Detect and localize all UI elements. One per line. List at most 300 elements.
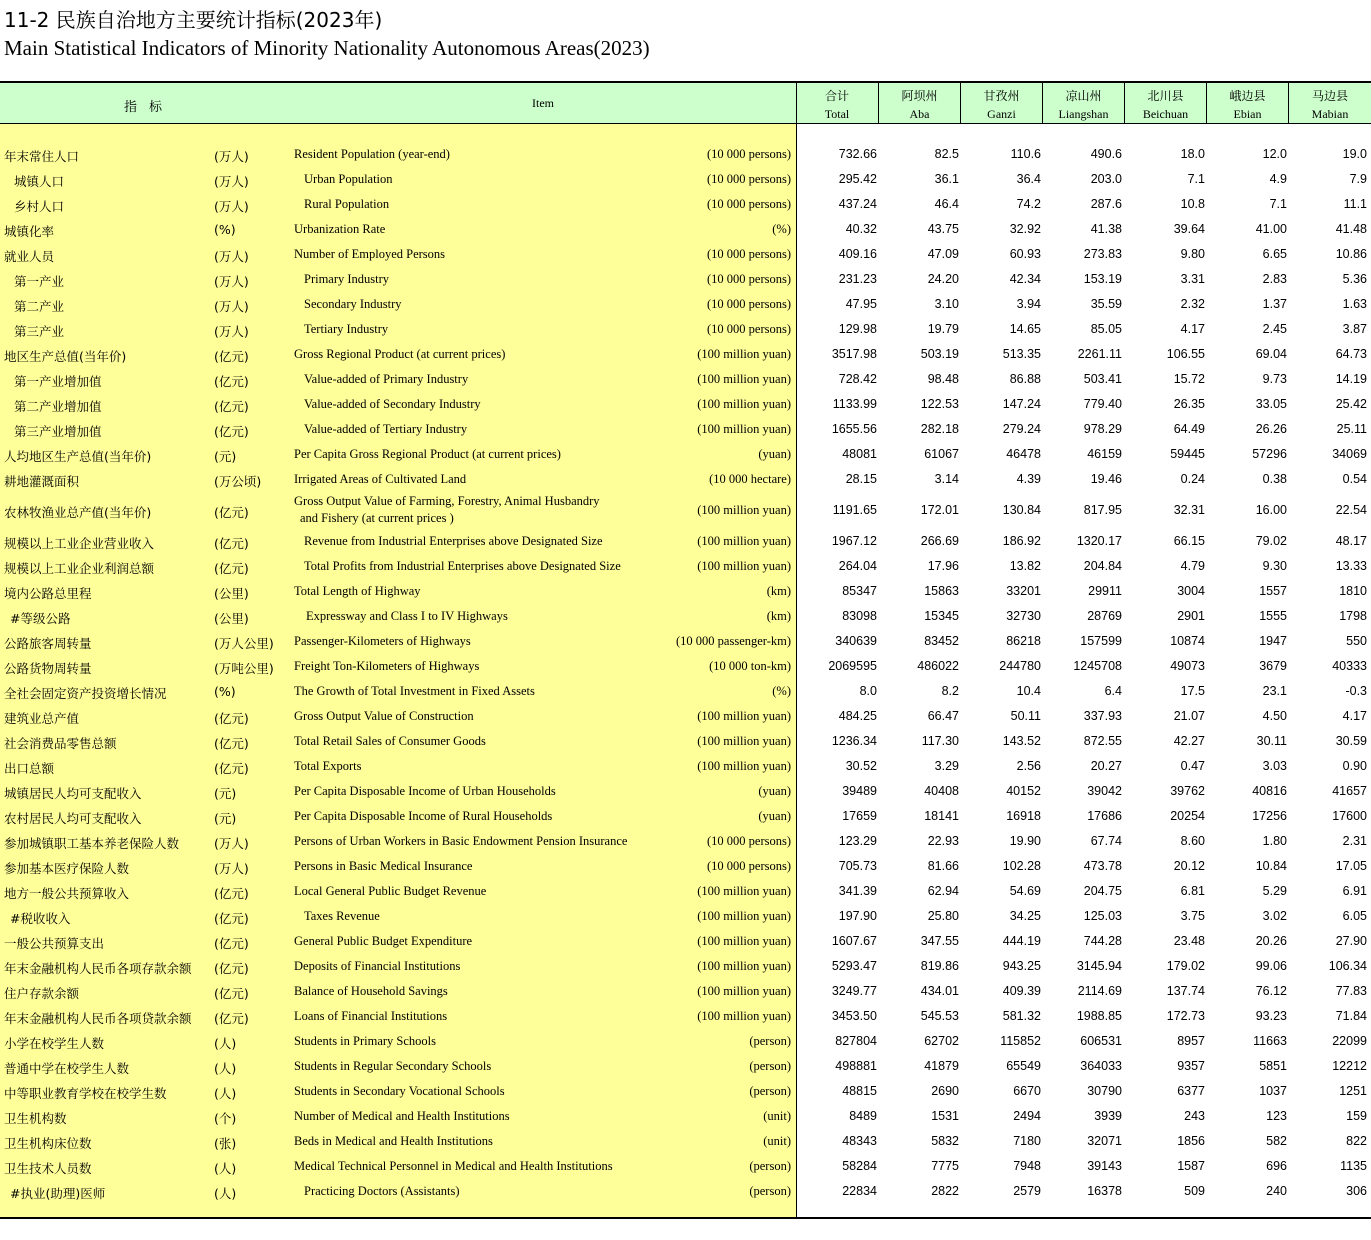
table-cell-value: 81.66 [927, 859, 959, 873]
table-cell-value: 2.31 [1342, 834, 1367, 848]
table-cell-value: 6377 [1177, 1084, 1205, 1098]
indicator-chinese: 地区生产总值(当年价) [4, 349, 127, 364]
table-cell-value: 3145.94 [1076, 959, 1122, 973]
table-cell-value: 82.5 [934, 147, 959, 161]
table-row [0, 1005, 1371, 1030]
column-header-chinese: 合计 [824, 89, 849, 103]
table-cell-value: 1587 [1177, 1159, 1205, 1173]
unit-english: (100 million yuan) [697, 559, 791, 573]
table-cell-value: 23.1 [1262, 684, 1287, 698]
table-row [0, 368, 1371, 393]
table-cell-value: 3453.50 [831, 1009, 877, 1023]
table-cell-value: 2822 [931, 1184, 959, 1198]
table-cell-value: 498881 [835, 1059, 877, 1073]
table-cell-value: 1607.67 [831, 934, 877, 948]
table-cell-value: -0.3 [1345, 684, 1367, 698]
table-cell-value: 6.05 [1342, 909, 1367, 923]
table-cell-value: 2.56 [1016, 759, 1041, 773]
table-cell-value: 64.73 [1335, 347, 1367, 361]
table-cell-value: 5.36 [1342, 272, 1367, 286]
unit-english: (10 000 passenger-km) [676, 634, 791, 648]
table-cell-value: 1988.85 [1076, 1009, 1122, 1023]
table-cell-value: 76.12 [1255, 984, 1287, 998]
table-cell-value: 1245708 [1073, 659, 1122, 673]
table-cell-value: 46159 [1087, 447, 1122, 461]
table-row [0, 705, 1371, 730]
table-cell-value: 93.23 [1255, 1009, 1287, 1023]
table-cell-value: 17.5 [1180, 684, 1205, 698]
indicator-chinese: 卫生机构数 [4, 1111, 67, 1126]
indicator-english: Gross Output Value of Construction [294, 709, 474, 723]
indicator-chinese: 普通中学在校学生人数 [4, 1061, 130, 1076]
unit-chinese: (亿元) [214, 536, 249, 551]
table-cell-value: 10.8 [1180, 197, 1205, 211]
table-cell-value: 65549 [1006, 1059, 1041, 1073]
indicator-chinese: 年末金融机构人民币各项贷款余额 [4, 1011, 192, 1026]
indicator-english: Resident Population (year-end) [294, 147, 450, 161]
table-cell-value: 0.47 [1180, 759, 1205, 773]
table-cell-value: 69.04 [1255, 347, 1287, 361]
indicator-english: Urban Population [304, 172, 393, 186]
table-cell-value: 28.15 [845, 472, 877, 486]
table-cell-value: 4.50 [1262, 709, 1287, 723]
table-cell-value: 827804 [835, 1034, 877, 1048]
table-cell-value: 36.4 [1016, 172, 1041, 186]
table-cell-value: 5.29 [1262, 884, 1287, 898]
table-row [0, 318, 1371, 343]
table-cell-value: 7.9 [1349, 172, 1367, 186]
table-cell-value: 17686 [1087, 809, 1122, 823]
table-cell-value: 3.75 [1180, 909, 1205, 923]
indicator-english: Students in Secondary Vocational Schools [294, 1084, 505, 1098]
table-cell-value: 20.27 [1090, 759, 1122, 773]
table-cell-value: 48.17 [1335, 534, 1367, 548]
table-cell-value: 15345 [924, 609, 959, 623]
table-cell-value: 85347 [842, 584, 877, 598]
unit-english: (10 000 persons) [706, 147, 791, 161]
table-cell-value: 129.98 [838, 322, 877, 336]
table-cell-value: 40816 [1252, 784, 1287, 798]
table-cell-value: 819.86 [920, 959, 959, 973]
table-cell-value: 3679 [1259, 659, 1287, 673]
indicator-chinese: 社会消费品零售总额 [4, 736, 117, 751]
table-cell-value: 7775 [931, 1159, 959, 1173]
indicator-english: Per Capita Disposable Income of Urban Households [294, 784, 556, 798]
table-cell-value: 10.84 [1255, 859, 1287, 873]
table-cell-value: 66.15 [1173, 534, 1205, 548]
table-cell-value: 25.42 [1335, 397, 1367, 411]
table-cell-value: 12212 [1332, 1059, 1367, 1073]
unit-english: (100 million yuan) [697, 984, 791, 998]
indicator-chinese: 小学在校学生人数 [4, 1036, 105, 1051]
unit-english: (100 million yuan) [697, 759, 791, 773]
table-cell-value: 79.02 [1255, 534, 1287, 548]
column-header-english: Aba [909, 107, 930, 121]
table-cell-value: 46478 [1006, 447, 1041, 461]
unit-chinese: (万人公里) [214, 636, 274, 651]
table-row [0, 655, 1371, 680]
table-cell-value: 9.80 [1180, 247, 1205, 261]
column-header-english: Liangshan [1058, 107, 1109, 121]
column-header-english: Ebian [1233, 107, 1262, 121]
table-cell-value: 64.49 [1173, 422, 1205, 436]
table-cell-value: 43.75 [927, 222, 959, 236]
table-cell-value: 47.09 [927, 247, 959, 261]
table-row [0, 880, 1371, 905]
indicator-english: Total Exports [294, 759, 362, 773]
unit-english: (100 million yuan) [697, 709, 791, 723]
unit-chinese: (%) [214, 684, 236, 699]
table-cell-value: 21.07 [1173, 709, 1205, 723]
unit-chinese: (亿元) [214, 986, 249, 1001]
table-cell-value: 19.0 [1342, 147, 1367, 161]
unit-chinese: (亿元) [214, 936, 249, 951]
indicator-chinese: 城镇化率 [4, 224, 55, 239]
unit-chinese: (亿元) [214, 761, 249, 776]
table-cell-value: 49073 [1170, 659, 1205, 673]
column-header-chinese: 峨边县 [1229, 89, 1266, 103]
unit-chinese: (亿元) [214, 886, 249, 901]
column-header-english: Beichuan [1142, 107, 1189, 121]
table-title-chinese: 11-2 民族自治地方主要统计指标(2023年) [4, 8, 383, 32]
unit-english: (10 000 persons) [706, 859, 791, 873]
unit-chinese: (万人) [214, 836, 249, 851]
unit-english: (100 million yuan) [697, 422, 791, 436]
table-cell-value: 2.83 [1262, 272, 1287, 286]
table-cell-value: 11.1 [1343, 197, 1367, 211]
table-cell-value: 3.31 [1180, 272, 1205, 286]
unit-english: (person) [749, 1159, 791, 1173]
table-row [0, 1030, 1371, 1055]
table-cell-value: 41.00 [1255, 222, 1287, 236]
table-cell-value: 1557 [1259, 584, 1287, 598]
table-row [0, 268, 1371, 293]
table-cell-value: 29911 [1088, 584, 1122, 598]
table-cell-value: 203.0 [1090, 172, 1122, 186]
unit-english: (100 million yuan) [697, 372, 791, 386]
unit-english: (100 million yuan) [697, 503, 791, 517]
unit-chinese: (人) [214, 1161, 237, 1176]
indicator-english: Beds in Medical and Health Institutions [294, 1134, 493, 1148]
table-cell-value: 282.18 [920, 422, 959, 436]
table-cell-value: 1320.17 [1076, 534, 1122, 548]
unit-chinese: (亿元) [214, 736, 249, 751]
table-row [0, 168, 1371, 193]
table-cell-value: 1967.12 [831, 534, 877, 548]
table-cell-value: 1.63 [1342, 297, 1367, 311]
column-header-chinese: 阿坝州 [901, 89, 938, 103]
table-cell-value: 123.29 [838, 834, 877, 848]
indicator-chinese: 中等职业教育学校在校学生数 [4, 1086, 167, 1101]
table-cell-value: 9.73 [1262, 372, 1287, 386]
table-cell-value: 3.94 [1016, 297, 1041, 311]
unit-english: (100 million yuan) [697, 397, 791, 411]
table-cell-value: 122.53 [920, 397, 959, 411]
table-cell-value: 8957 [1177, 1034, 1205, 1048]
table-cell-value: 40333 [1332, 659, 1367, 673]
statistics-table [0, 81, 1371, 1219]
table-cell-value: 15.72 [1173, 372, 1205, 386]
table-cell-value: 106.34 [1328, 959, 1367, 973]
indicator-english: Medical Technical Personnel in Medical and Health Institutions [294, 1159, 613, 1173]
table-cell-value: 231.23 [838, 272, 877, 286]
unit-chinese: (公里) [214, 586, 249, 601]
table-row [0, 555, 1371, 580]
indicator-chinese: #等级公路 [10, 611, 71, 626]
table-row [0, 493, 1371, 530]
table-cell-value: 295.42 [838, 172, 877, 186]
table-cell-value: 1191.65 [832, 503, 877, 517]
table-cell-value: 6.4 [1104, 684, 1122, 698]
table-cell-value: 264.04 [838, 559, 877, 573]
unit-chinese: (亿元) [214, 561, 249, 576]
table-row [0, 243, 1371, 268]
table-cell-value: 0.90 [1342, 759, 1367, 773]
header-indicator-label: 指标 [124, 100, 175, 115]
unit-english: (100 million yuan) [697, 1009, 791, 1023]
table-cell-value: 85.05 [1090, 322, 1122, 336]
indicator-chinese: 第二产业增加值 [14, 399, 102, 414]
table-cell-value: 147.24 [1002, 397, 1041, 411]
table-cell-value: 3.03 [1262, 759, 1287, 773]
unit-chinese: (人) [214, 1036, 237, 1051]
indicator-chinese: 城镇人口 [14, 174, 65, 189]
table-cell-value: 503.41 [1083, 372, 1122, 386]
table-cell-value: 17.96 [927, 559, 959, 573]
table-cell-value: 30.59 [1335, 734, 1367, 748]
table-cell-value: 9.30 [1262, 559, 1287, 573]
table-cell-value: 266.69 [920, 534, 959, 548]
column-header [960, 83, 1042, 123]
table-cell-value: 2114.69 [1077, 984, 1122, 998]
indicator-english: Persons in Basic Medical Insurance [294, 859, 473, 873]
table-cell-value: 172.73 [1166, 1009, 1205, 1023]
table-cell-value: 137.74 [1166, 984, 1205, 998]
unit-chinese: (万人) [214, 274, 249, 289]
table-cell-value: 98.48 [927, 372, 959, 386]
table-cell-value: 696 [1266, 1159, 1287, 1173]
table-cell-value: 32.92 [1009, 222, 1041, 236]
indicator-chinese: 农村居民人均可支配收入 [4, 811, 142, 826]
table-cell-value: 115852 [1000, 1034, 1041, 1048]
indicator-english-continued: and Fishery (at current prices ) [300, 511, 454, 525]
table-cell-value: 1.80 [1262, 834, 1287, 848]
table-row [0, 755, 1371, 780]
table-cell-value: 10.86 [1335, 247, 1367, 261]
table-row [0, 418, 1371, 443]
unit-chinese: (万公顷) [214, 474, 262, 489]
indicator-english: Gross Regional Product (at current prices) [294, 347, 506, 361]
table-cell-value: 41879 [924, 1059, 959, 1073]
table-row [0, 468, 1371, 493]
indicator-english: Urbanization Rate [294, 222, 386, 236]
indicator-chinese: 公路货物周转量 [4, 661, 92, 676]
table-row [0, 955, 1371, 980]
table-cell-value: 159 [1346, 1109, 1367, 1123]
table-cell-value: 0.38 [1262, 472, 1287, 486]
unit-english: (100 million yuan) [697, 534, 791, 548]
table-cell-value: 22.93 [927, 834, 959, 848]
table-cell-value: 550 [1346, 634, 1367, 648]
indicator-chinese: 第三产业 [14, 324, 65, 339]
table-cell-value: 32.31 [1173, 503, 1205, 517]
unit-english: (km) [766, 609, 791, 623]
table-cell-value: 490.6 [1090, 147, 1122, 161]
unit-chinese: (亿元) [214, 424, 249, 439]
table-cell-value: 6.91 [1342, 884, 1367, 898]
table-cell-value: 197.90 [838, 909, 877, 923]
table-cell-value: 486022 [917, 659, 959, 673]
table-row [0, 393, 1371, 418]
table-cell-value: 61067 [924, 447, 959, 461]
indicator-english: Primary Industry [304, 272, 390, 286]
table-cell-value: 409.39 [1002, 984, 1041, 998]
table-row [0, 343, 1371, 368]
unit-english: (10 000 ton-km) [709, 659, 791, 673]
table-cell-value: 39762 [1170, 784, 1205, 798]
table-cell-value: 22099 [1332, 1034, 1367, 1048]
table-cell-value: 9357 [1177, 1059, 1205, 1073]
unit-english: (%) [772, 222, 791, 236]
table-cell-value: 347.55 [920, 934, 959, 948]
table-cell-value: 943.25 [1002, 959, 1041, 973]
unit-chinese: (人) [214, 1186, 237, 1201]
unit-chinese: (公里) [214, 611, 249, 626]
table-cell-value: 86218 [1006, 634, 1041, 648]
table-cell-value: 66.47 [927, 709, 959, 723]
column-header [1124, 83, 1206, 123]
table-cell-value: 503.19 [920, 347, 959, 361]
column-header [1288, 83, 1371, 123]
table-cell-value: 1947 [1259, 634, 1287, 648]
unit-chinese: (亿元) [214, 911, 249, 926]
table-row [0, 1155, 1371, 1180]
unit-chinese: (元) [214, 786, 237, 801]
column-header [878, 83, 960, 123]
table-cell-value: 978.29 [1083, 422, 1122, 436]
table-cell-value: 606531 [1080, 1034, 1122, 1048]
table-cell-value: 5851 [1259, 1059, 1287, 1073]
table-cell-value: 110.6 [1010, 147, 1041, 161]
indicator-chinese: 第一产业增加值 [14, 374, 102, 389]
unit-english: (10 000 persons) [706, 172, 791, 186]
unit-chinese: (元) [214, 449, 237, 464]
table-cell-value: 705.73 [838, 859, 877, 873]
table-cell-value: 5832 [931, 1134, 959, 1148]
indicator-chinese: 卫生技术人员数 [4, 1161, 92, 1176]
table-cell-value: 143.52 [1002, 734, 1041, 748]
table-cell-value: 4.9 [1269, 172, 1287, 186]
table-cell-value: 337.93 [1083, 709, 1122, 723]
table-cell-value: 3.29 [934, 759, 959, 773]
table-cell-value: 7180 [1013, 1134, 1041, 1148]
table-row [0, 218, 1371, 243]
table-cell-value: 34.25 [1009, 909, 1041, 923]
table-cell-value: 434.01 [920, 984, 959, 998]
table-cell-value: 54.69 [1009, 884, 1041, 898]
table-cell-value: 10.4 [1016, 684, 1041, 698]
indicator-chinese: 耕地灌溉面积 [4, 474, 80, 489]
table-cell-value: 179.02 [1166, 959, 1205, 973]
table-cell-value: 872.55 [1083, 734, 1122, 748]
table-cell-value: 47.95 [845, 297, 877, 311]
column-header [796, 83, 878, 123]
table-cell-value: 4.17 [1180, 322, 1205, 336]
table-cell-value: 40.32 [845, 222, 877, 236]
indicator-chinese: 第二产业 [14, 299, 65, 314]
table-cell-value: 42.34 [1009, 272, 1041, 286]
indicator-english: Total Length of Highway [294, 584, 421, 598]
table-cell-value: 728.42 [838, 372, 877, 386]
table-cell-value: 39143 [1087, 1159, 1122, 1173]
table-cell-value: 24.20 [927, 272, 959, 286]
indicator-english: Loans of Financial Institutions [294, 1009, 448, 1023]
table-cell-value: 5293.47 [831, 959, 877, 973]
table-cell-value: 14.19 [1335, 372, 1367, 386]
table-cell-value: 273.83 [1083, 247, 1122, 261]
unit-chinese: (万人) [214, 861, 249, 876]
unit-chinese: (亿元) [214, 1011, 249, 1026]
table-cell-value: 341.39 [838, 884, 877, 898]
table-cell-value: 27.90 [1335, 934, 1367, 948]
table-cell-value: 172.01 [920, 503, 959, 517]
table-cell-value: 57296 [1252, 447, 1287, 461]
table-cell-value: 6.65 [1262, 247, 1287, 261]
table-cell-value: 46.4 [934, 197, 959, 211]
table-cell-value: 243 [1184, 1109, 1205, 1123]
table-cell-value: 15863 [924, 584, 959, 598]
table-cell-value: 10874 [1170, 634, 1205, 648]
indicator-chinese: 参加城镇职工基本养老保险人数 [4, 836, 180, 851]
table-cell-value: 34069 [1332, 447, 1367, 461]
table-cell-value: 204.75 [1083, 884, 1122, 898]
indicator-chinese: 第三产业增加值 [14, 424, 102, 439]
table-cell-value: 25.11 [1336, 422, 1367, 436]
indicator-english: Expressway and Class I to IV Highways [306, 609, 508, 623]
table-cell-value: 817.95 [1083, 503, 1122, 517]
column-header-english: Mabian [1311, 107, 1349, 121]
table-row [0, 1130, 1371, 1155]
indicator-english: Number of Employed Persons [294, 247, 446, 261]
column-header-english: Total [824, 107, 850, 121]
table-cell-value: 13.33 [1335, 559, 1367, 573]
table-cell-value: 1037 [1259, 1084, 1287, 1098]
unit-english: (100 million yuan) [697, 347, 791, 361]
table-cell-value: 18141 [924, 809, 959, 823]
table-cell-value: 28769 [1087, 609, 1122, 623]
table-cell-value: 125.03 [1083, 909, 1122, 923]
table-row [0, 905, 1371, 930]
table-row [0, 780, 1371, 805]
table-row [0, 1055, 1371, 1080]
unit-english: (10 000 persons) [706, 247, 791, 261]
table-cell-value: 7.1 [1269, 197, 1287, 211]
table-cell-value: 22.54 [1335, 503, 1367, 517]
table-cell-value: 364033 [1080, 1059, 1122, 1073]
table-cell-value: 30.11 [1256, 734, 1287, 748]
indicator-english: Freight Ton-Kilometers of Highways [294, 659, 480, 673]
table-cell-value: 59445 [1170, 447, 1205, 461]
indicator-english: Rural Population [304, 197, 390, 211]
table-cell-value: 6670 [1013, 1084, 1041, 1098]
table-cell-value: 1856 [1177, 1134, 1205, 1148]
table-cell-value: 41.38 [1090, 222, 1122, 236]
header-divider [0, 123, 1371, 124]
table-row [0, 730, 1371, 755]
unit-english: (person) [749, 1059, 791, 1073]
indicator-chinese: 规模以上工业企业利润总额 [4, 561, 155, 576]
table-cell-value: 2901 [1177, 609, 1205, 623]
